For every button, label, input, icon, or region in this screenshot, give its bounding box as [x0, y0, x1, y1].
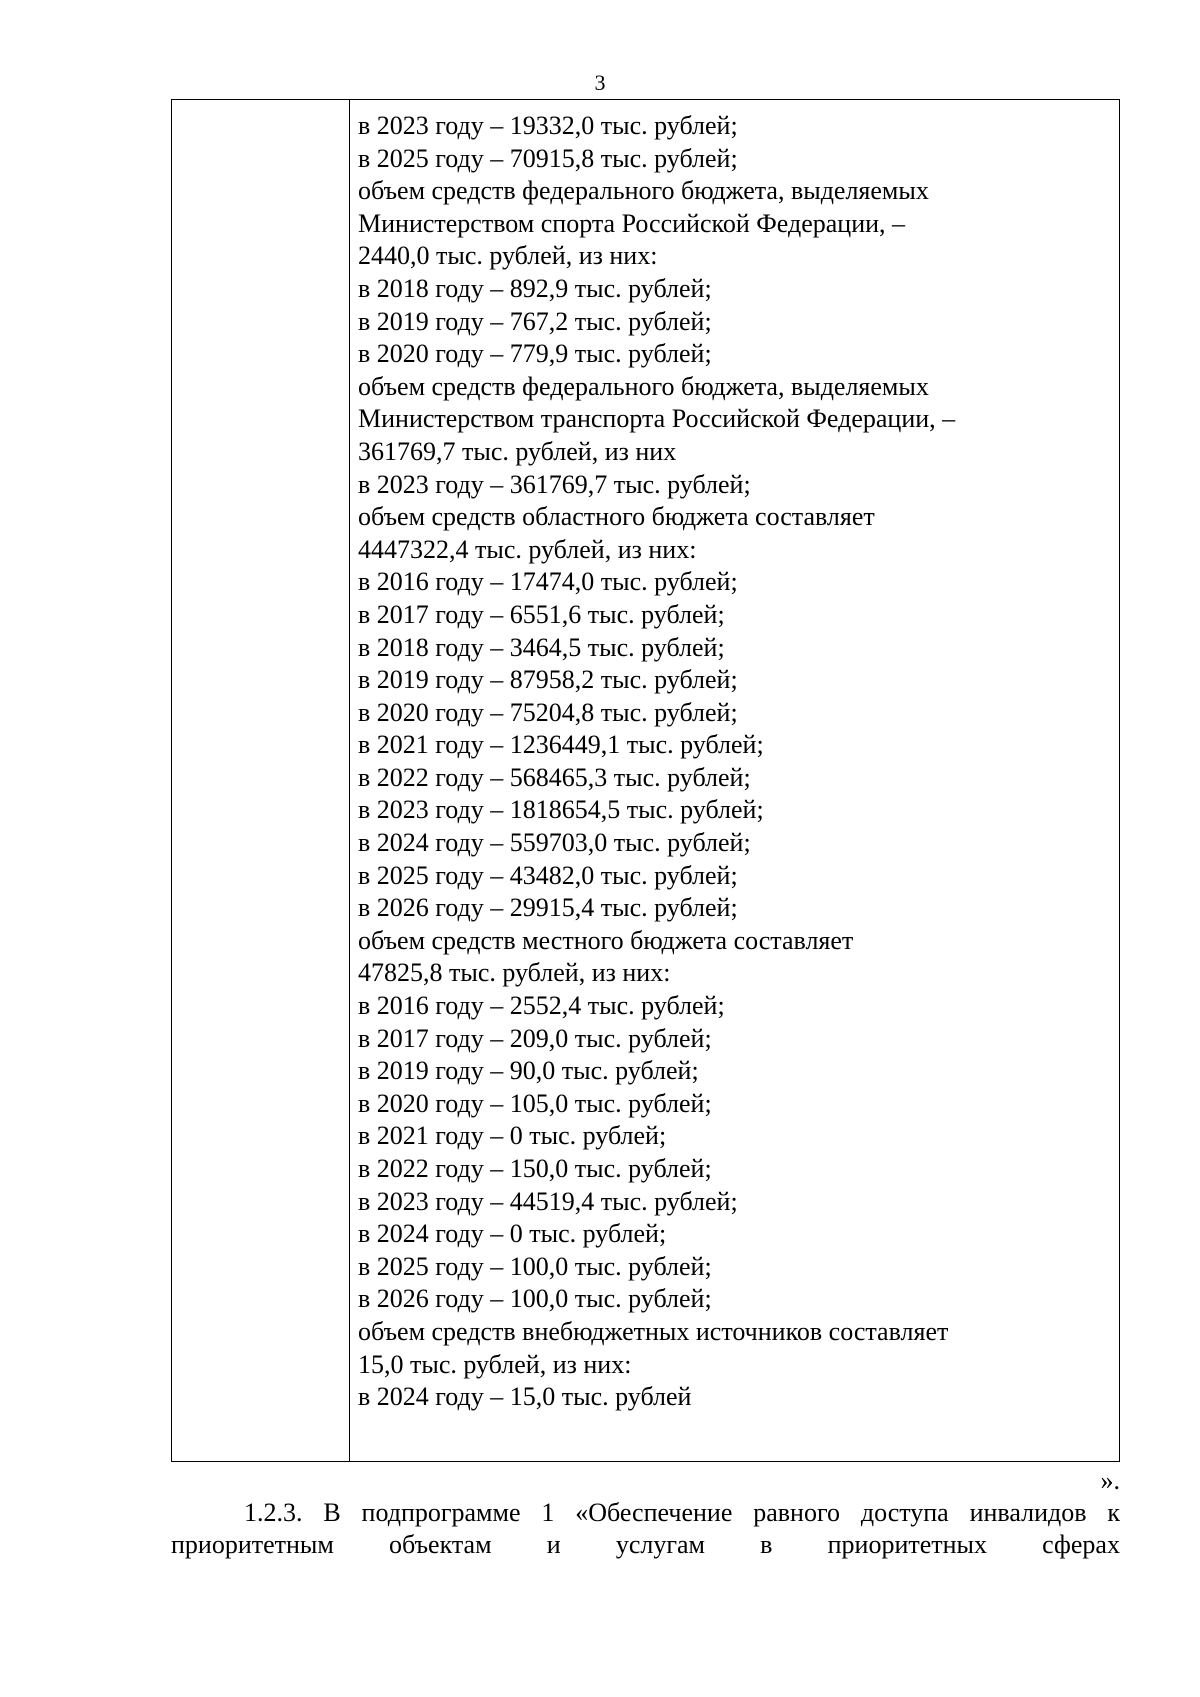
paragraph-word: в: [760, 1530, 773, 1559]
page-number: 3: [594, 70, 606, 95]
table-cell-line: в 2022 году – 150,0 тыс. рублей;: [358, 1154, 712, 1183]
paragraph-line-2: [171, 1529, 1120, 1561]
table-cell-line: 47825,8 тыс. рублей, из них:: [358, 958, 671, 988]
table-cell-line: объем средств местного бюджета составляет: [358, 925, 854, 955]
table-cell-line: в 2018 году – 3464,5 тыс. рублей;: [358, 632, 725, 662]
paragraph-word: сферах: [1042, 1530, 1120, 1559]
table-cell-line: 4447322,4 тыс. рублей, из них:: [358, 534, 697, 564]
paragraph-word: приоритетных: [827, 1530, 987, 1559]
table-cell-line: в 2023 году – 1818654,5 тыс. рублей;: [358, 795, 764, 825]
table-cell-line: в 2026 году – 29915,4 тыс. рублей;: [358, 893, 738, 923]
table-cell-line: в 2016 году – 17474,0 тыс. рублей;: [358, 567, 738, 597]
table-cell-line: в 2016 году – 2552,4 тыс. рублей;: [358, 991, 725, 1021]
table-cell-line: в 2022 году – 568465,3 тыс. рублей;: [358, 762, 751, 792]
table-cell-line: в 2026 году – 100,0 тыс. рублей;: [358, 1284, 712, 1314]
table-cell-line: в 2025 году – 100,0 тыс. рублей;: [358, 1251, 712, 1281]
table-column-divider: [349, 100, 350, 1461]
table-cell-line: в 2024 году – 0 тыс. рублей;: [358, 1219, 667, 1249]
table-cell-line: объем средств внебюджетных источников составляет: [358, 1316, 949, 1346]
table-cell-line: объем средств федерального бюджета, выделяемых: [358, 176, 929, 206]
table-cell-line: 15,0 тыс. рублей, из них:: [358, 1349, 632, 1379]
table-cell-line: объем средств федерального бюджета, выделяемых: [358, 371, 929, 401]
table-cell-line: в 2025 году – 70915,8 тыс. рублей;: [358, 143, 738, 173]
table-cell-line: в 2023 году – 44519,4 тыс. рублей;: [358, 1186, 738, 1216]
paragraph-1-2-3: [171, 1497, 1120, 1561]
table-cell-line: 361769,7 тыс. рублей, из них: [358, 436, 677, 466]
paragraph-word: услугам: [615, 1530, 705, 1559]
table-cell-line: в 2018 году – 892,9 тыс. рублей;: [358, 273, 712, 303]
table-cell-line: в 2024 году – 559703,0 тыс. рублей;: [358, 828, 751, 858]
funding-table: [171, 99, 1120, 1462]
table-cell-line: Министерством спорта Российской Федерации, –: [358, 208, 906, 238]
table-cell-line: в 2020 году – 779,9 тыс. рублей;: [358, 339, 712, 369]
paragraph-word: приоритетным: [171, 1530, 334, 1559]
table-cell-line: в 2023 году – 361769,7 тыс. рублей;: [358, 469, 751, 499]
paragraph-line-1: 1.2.3. В подпрограмме 1 «Обеспечение равного доступа инвалидов к: [244, 1498, 1120, 1527]
table-cell-line: 2440,0 тыс. рублей, из них:: [358, 241, 658, 271]
paragraph-word: объектам: [389, 1530, 492, 1559]
table-cell-line: в 2020 году – 75204,8 тыс. рублей;: [358, 697, 738, 727]
funding-table-cell: [358, 110, 1109, 1414]
table-cell-line: в 2020 году – 105,0 тыс. рублей;: [358, 1088, 712, 1118]
table-cell-line: Министерством транспорта Российской Федерации, –: [358, 404, 956, 434]
table-cell-line: в 2021 году – 0 тыс. рублей;: [358, 1121, 667, 1151]
table-cell-line: объем средств областного бюджета составляет: [358, 502, 875, 532]
table-cell-line: в 2024 году – 15,0 тыс. рублей: [358, 1382, 692, 1412]
table-cell-line: в 2025 году – 43482,0 тыс. рублей;: [358, 860, 738, 890]
paragraph-word: и: [546, 1530, 561, 1559]
table-cell-line: в 2023 году – 19332,0 тыс. рублей;: [358, 111, 738, 140]
table-cell-line: в 2017 году – 6551,6 тыс. рублей;: [358, 599, 725, 629]
table-cell-line: в 2019 году – 767,2 тыс. рублей;: [358, 306, 712, 336]
table-cell-line: в 2021 году – 1236449,1 тыс. рублей;: [358, 730, 764, 760]
table-cell-line: в 2019 году – 90,0 тыс. рублей;: [358, 1056, 699, 1086]
closing-quote: ».: [1100, 1466, 1120, 1495]
table-cell-line: в 2017 году – 209,0 тыс. рублей;: [358, 1023, 712, 1053]
table-cell-line: в 2019 году – 87958,2 тыс. рублей;: [358, 665, 738, 695]
